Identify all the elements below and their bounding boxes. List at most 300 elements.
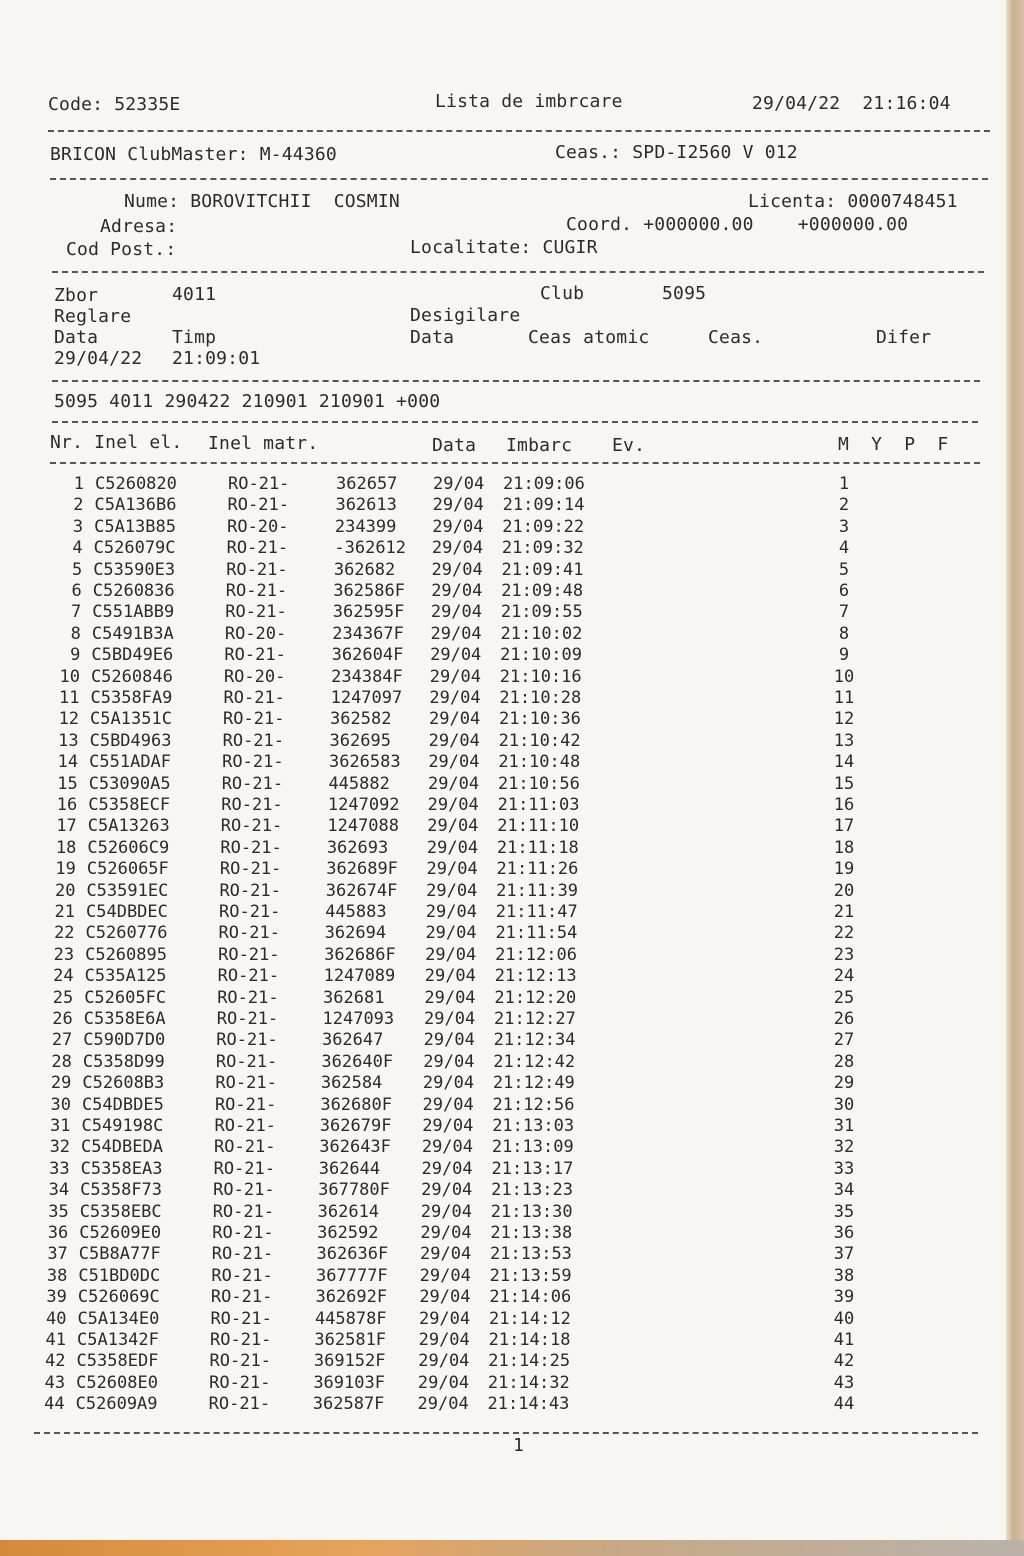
table-row <box>0 795 1006 817</box>
electronic-ring: C526069C <box>77 1287 160 1308</box>
basket-time: 21:13:53 <box>490 1244 572 1265</box>
basket-time: 21:09:22 <box>502 516 585 537</box>
desigilare-date-label: Data <box>410 327 455 348</box>
ring-number: 3626583 <box>328 752 401 773</box>
electronic-ring: C52608B3 <box>82 1073 165 1094</box>
row-number: 39 <box>46 1287 67 1308</box>
electronic-ring: C5BD4963 <box>89 730 172 751</box>
ring-number: 1247089 <box>323 966 396 987</box>
row-number: 41 <box>45 1330 66 1350</box>
basket-time: 21:11:10 <box>497 816 580 837</box>
ring-series: RO-21- <box>224 645 286 666</box>
basket-date: 29/04 <box>419 1265 471 1286</box>
electronic-ring: C52609A9 <box>75 1394 158 1415</box>
m-position: 14 <box>833 752 855 773</box>
row-number: 36 <box>47 1223 69 1243</box>
m-position: 39 <box>833 1287 855 1308</box>
table-row <box>0 1394 1006 1416</box>
m-position: 44 <box>833 1394 855 1415</box>
ring-series: RO-21- <box>213 1158 276 1179</box>
electronic-ring: C5A1351C <box>90 709 172 730</box>
basket-date: 29/04 <box>427 816 479 837</box>
table-row <box>0 688 1006 710</box>
ring-series: RO-21- <box>228 474 290 494</box>
table-row <box>0 945 1006 967</box>
m-position: 1 <box>838 474 850 494</box>
row-number: 13 <box>58 730 79 751</box>
separator <box>34 1432 978 1434</box>
basket-time: 21:10:16 <box>499 666 582 687</box>
m-position: 25 <box>833 987 855 1008</box>
basket-time: 21:12:56 <box>492 1094 575 1115</box>
basket-date: 29/04 <box>429 688 481 708</box>
table-row <box>0 881 1006 903</box>
table-row <box>0 1373 1006 1395</box>
basket-date: 29/04 <box>421 1180 473 1201</box>
row-number: 40 <box>45 1308 67 1329</box>
ring-number: 1247092 <box>327 795 400 815</box>
table-row <box>0 859 1006 881</box>
document-title: Lista de imbrcare <box>435 91 623 112</box>
row-number: 16 <box>56 795 78 815</box>
table-row <box>0 1030 1006 1052</box>
ring-series: RO-20- <box>227 516 289 537</box>
ring-number: 362592 <box>317 1223 379 1243</box>
ring-series: RO-21- <box>212 1201 275 1222</box>
reglare-date: 29/04/22 <box>54 348 143 369</box>
ring-number: 362680F <box>320 1094 392 1115</box>
electronic-ring: C5358ECF <box>88 795 171 815</box>
basket-time: 21:14:12 <box>488 1308 571 1329</box>
row-number: 7 <box>71 602 82 623</box>
m-position: 41 <box>833 1330 855 1350</box>
header-m-y-p-f: M Y P F <box>838 434 949 455</box>
code-line: 5095 4011 290422 210901 210901 +000 <box>54 391 441 412</box>
row-number: 15 <box>57 773 78 794</box>
electronic-ring: C5358D99 <box>82 1051 165 1072</box>
basket-time: 21:14:32 <box>487 1372 570 1393</box>
electronic-ring: C5A136B6 <box>94 495 177 516</box>
basket-date: 29/04 <box>417 1372 470 1393</box>
basket-date: 29/04 <box>421 1137 474 1158</box>
ring-series: RO-21- <box>208 1394 271 1415</box>
basket-date: 29/04 <box>427 773 480 794</box>
ring-number: 369103F <box>313 1372 385 1393</box>
row-number: 4 <box>72 538 83 559</box>
basket-time: 21:13:09 <box>491 1137 574 1158</box>
table-row <box>0 1116 1006 1138</box>
basket-date: 29/04 <box>418 1351 470 1372</box>
basket-date: 29/04 <box>421 1158 473 1179</box>
basket-date: 29/04 <box>419 1287 471 1308</box>
header-nr-inel-el: Nr. Inel el. <box>50 432 183 453</box>
ring-series: RO-21- <box>210 1308 272 1329</box>
basket-date: 29/04 <box>417 1394 469 1415</box>
basket-time: 21:10:28 <box>499 688 582 708</box>
basket-time: 21:10:02 <box>500 623 583 644</box>
m-position: 32 <box>833 1137 855 1158</box>
m-position: 13 <box>833 730 855 751</box>
row-number: 1 <box>73 474 84 494</box>
basket-time: 21:12:06 <box>495 944 577 965</box>
ring-series: RO-21- <box>209 1372 271 1393</box>
row-number: 31 <box>50 1116 71 1136</box>
electronic-ring: C5358E6A <box>83 1009 166 1029</box>
ring-number: 362689F <box>326 859 398 880</box>
electronic-ring: C53090A5 <box>88 773 171 794</box>
table-row <box>0 988 1006 1010</box>
ring-number: 362694 <box>324 923 387 944</box>
electronic-ring: C590D7D0 <box>83 1030 166 1051</box>
m-position: 27 <box>833 1030 855 1051</box>
header-data: Data <box>432 435 477 456</box>
basket-time: 21:11:39 <box>496 880 579 901</box>
row-number: 37 <box>47 1244 68 1265</box>
header-imbarc: Imbarc <box>506 435 573 456</box>
club-label: Club <box>540 283 585 304</box>
row-number: 26 <box>52 1009 73 1029</box>
basket-date: 29/04 <box>430 645 482 666</box>
table-row <box>0 1351 1006 1373</box>
electronic-ring: C54DBEDA <box>81 1137 163 1158</box>
m-position: 7 <box>838 602 850 623</box>
m-position: 29 <box>833 1073 855 1094</box>
m-position: 9 <box>838 645 850 666</box>
table-row <box>0 1052 1006 1074</box>
m-position: 43 <box>833 1372 855 1393</box>
electronic-ring: C5A13263 <box>87 816 170 837</box>
clubmaster-id: BRICON ClubMaster: M-44360 <box>50 144 337 165</box>
row-number: 2 <box>73 495 84 516</box>
basket-date: 29/04 <box>428 752 480 773</box>
basket-time: 21:11:26 <box>496 859 579 880</box>
table-row <box>0 645 1006 667</box>
basket-time: 21:12:20 <box>494 987 577 1008</box>
separator <box>48 130 990 132</box>
basket-date: 29/04 <box>432 495 484 516</box>
ring-series: RO-21- <box>217 987 279 1008</box>
ring-series: RO-21- <box>214 1116 276 1136</box>
basket-date: 29/04 <box>424 987 476 1008</box>
m-position: 15 <box>833 773 855 794</box>
flight-number: 4011 <box>172 284 217 305</box>
ring-number: 362604F <box>331 645 404 666</box>
electronic-ring: C5260776 <box>85 923 168 944</box>
row-number: 21 <box>54 902 75 922</box>
basket-time: 21:13:23 <box>491 1180 573 1201</box>
basket-time: 21:09:14 <box>502 495 585 516</box>
atomic-clock-label: Ceas atomic <box>528 327 650 348</box>
basket-date: 29/04 <box>420 1201 472 1222</box>
ring-number: 362695 <box>329 730 391 751</box>
ring-series: RO-21- <box>210 1287 273 1308</box>
table-row <box>0 624 1006 646</box>
ring-series: RO-21- <box>219 880 281 901</box>
table-row <box>0 816 1006 838</box>
ring-series: RO-21- <box>215 1051 278 1072</box>
desigilare-label: Desigilare <box>410 305 521 326</box>
electronic-ring: C52605FC <box>84 987 167 1008</box>
ring-number: 362587F <box>312 1394 385 1415</box>
m-position: 33 <box>833 1158 855 1179</box>
m-position: 8 <box>838 623 850 644</box>
separator <box>52 271 984 273</box>
basket-time: 21:13:38 <box>490 1223 573 1243</box>
ring-number: 362657 <box>336 474 398 494</box>
basket-time: 21:12:42 <box>493 1051 576 1072</box>
ring-series: RO-21- <box>213 1180 275 1201</box>
basket-time: 21:10:36 <box>499 709 581 730</box>
ring-number: 362614 <box>317 1201 380 1222</box>
table-row <box>0 1309 1006 1331</box>
ring-series: RO-21- <box>211 1265 273 1286</box>
m-position: 6 <box>838 581 850 601</box>
m-position: 42 <box>833 1351 855 1372</box>
ring-number: 1247097 <box>330 688 403 708</box>
separator <box>50 178 988 180</box>
row-number: 14 <box>57 752 79 773</box>
row-number: 24 <box>53 966 74 987</box>
table-row <box>0 602 1006 624</box>
basket-date: 29/04 <box>426 859 478 880</box>
electronic-ring: C52606C9 <box>87 837 170 858</box>
basket-time: 21:12:27 <box>494 1009 576 1029</box>
ring-series: RO-21- <box>225 602 287 623</box>
electronic-ring: C53591EC <box>86 880 169 901</box>
table-row <box>0 1073 1006 1095</box>
m-position: 37 <box>833 1244 855 1265</box>
basket-date: 29/04 <box>430 602 483 623</box>
basket-date: 29/04 <box>422 1094 474 1115</box>
basket-date: 29/04 <box>428 730 480 751</box>
ring-number: 362679F <box>319 1116 392 1136</box>
electronic-ring: C5260836 <box>92 581 175 601</box>
m-position: 23 <box>833 944 855 965</box>
basket-time: 21:11:47 <box>495 902 578 922</box>
table-row <box>0 752 1006 774</box>
m-position: 19 <box>833 859 855 880</box>
ring-number: 362643F <box>319 1137 391 1158</box>
row-number: 8 <box>70 623 81 644</box>
reglare-date-label: Data <box>54 327 99 348</box>
row-number: 35 <box>48 1201 69 1222</box>
basket-date: 29/04 <box>425 902 477 922</box>
row-number: 25 <box>52 987 74 1008</box>
basket-time: 21:12:49 <box>492 1073 575 1094</box>
ring-series: RO-21- <box>211 1244 274 1265</box>
row-number: 29 <box>50 1073 72 1094</box>
basket-time: 21:14:43 <box>487 1394 570 1415</box>
m-position: 22 <box>833 923 855 944</box>
ring-number: 362636F <box>316 1244 389 1265</box>
basket-time: 21:09:06 <box>503 474 585 494</box>
ring-series: RO-21- <box>212 1223 274 1243</box>
basket-date: 29/04 <box>432 516 484 537</box>
electronic-ring: C53590E3 <box>93 559 176 580</box>
basket-time: 21:14:18 <box>488 1330 571 1350</box>
row-number: 12 <box>58 709 80 730</box>
print-datetime: 29/04/22 21:16:04 <box>752 93 951 114</box>
code-label: Code: 52335E <box>48 94 181 115</box>
electronic-ring: C5260846 <box>90 666 173 687</box>
basket-time: 21:11:54 <box>495 923 578 944</box>
basket-time: 21:12:13 <box>494 966 577 987</box>
basket-date: 29/04 <box>425 923 477 944</box>
ring-number: 234399 <box>334 516 397 537</box>
ring-series: RO-21- <box>209 1351 271 1372</box>
basket-date: 29/04 <box>427 795 479 815</box>
reglare-time-label: Timp <box>172 327 217 348</box>
m-position: 5 <box>838 559 850 580</box>
table-row <box>0 560 1006 582</box>
basket-time: 21:14:06 <box>489 1287 572 1308</box>
m-position: 12 <box>833 709 855 730</box>
table-row <box>0 902 1006 924</box>
electronic-ring: C5260895 <box>85 944 167 965</box>
difference-label: Difer <box>876 327 932 348</box>
license-number: Licenta: 0000748451 <box>748 191 958 212</box>
row-number: 9 <box>70 645 81 666</box>
basket-time: 21:11:18 <box>496 837 579 858</box>
ring-number: 362582 <box>330 709 392 730</box>
ring-number: 445883 <box>325 902 387 922</box>
table-row <box>0 474 1006 496</box>
ring-series: RO-21- <box>215 1073 277 1094</box>
basket-date: 29/04 <box>423 1030 475 1051</box>
basket-date: 29/04 <box>422 1073 475 1094</box>
basket-date: 29/04 <box>424 966 476 987</box>
electronic-ring: C526079C <box>93 538 176 559</box>
row-number: 10 <box>59 666 80 687</box>
m-position: 10 <box>833 666 855 687</box>
basket-date: 29/04 <box>431 538 484 559</box>
ring-number: 445878F <box>314 1308 387 1329</box>
table-row <box>0 966 1006 988</box>
ring-number: 362586F <box>333 581 405 601</box>
m-position: 35 <box>833 1201 855 1222</box>
table-row <box>0 1095 1006 1117</box>
m-position: 4 <box>838 538 850 559</box>
ring-series: RO-21- <box>220 816 283 837</box>
basket-date: 29/04 <box>433 474 485 494</box>
owner-name: Nume: BOROVITCHII COSMIN <box>124 191 400 212</box>
basket-date: 29/04 <box>425 944 477 965</box>
ring-series: RO-21- <box>227 495 289 516</box>
ring-number: -362612 <box>334 538 407 559</box>
ring-number: 367777F <box>316 1265 388 1286</box>
ring-number: 369152F <box>313 1351 386 1372</box>
basket-date: 29/04 <box>418 1330 470 1350</box>
row-number: 42 <box>45 1351 66 1372</box>
ring-number: 362674F <box>325 880 398 901</box>
electronic-ring: C5A134E0 <box>77 1308 160 1329</box>
ring-series: RO-21- <box>214 1137 276 1158</box>
basket-time: 21:11:03 <box>497 795 580 815</box>
ring-series: RO-21- <box>225 581 288 601</box>
m-position: 26 <box>833 1009 855 1029</box>
table-row <box>0 1202 1006 1224</box>
table-row <box>0 538 1006 560</box>
basket-time: 21:12:34 <box>493 1030 576 1051</box>
basket-date: 29/04 <box>418 1308 471 1329</box>
m-position: 31 <box>833 1116 855 1136</box>
row-number: 11 <box>59 688 80 708</box>
row-number: 33 <box>49 1158 70 1179</box>
table-row <box>0 1287 1006 1309</box>
electronic-ring: C5BD49E6 <box>91 645 174 666</box>
postal-code-label: Cod Post.: <box>66 239 177 260</box>
m-position: 11 <box>833 688 855 708</box>
electronic-ring: C5A1342F <box>77 1330 159 1350</box>
electronic-ring: C551ABB9 <box>92 602 175 623</box>
electronic-ring: C52608E0 <box>76 1372 158 1393</box>
ring-series: RO-21- <box>223 709 285 730</box>
basket-date: 29/04 <box>429 709 481 730</box>
electronic-ring: C535A125 <box>84 966 167 987</box>
table-row <box>0 1223 1006 1245</box>
ring-number: 445882 <box>328 773 390 794</box>
locality: Localitate: CUGIR <box>410 237 598 258</box>
row-number: 28 <box>51 1051 72 1072</box>
row-number: 3 <box>72 516 84 537</box>
address-label: Adresa: <box>100 216 178 237</box>
page-number: 1 <box>513 1435 525 1456</box>
row-number: 30 <box>50 1094 71 1115</box>
m-position: 38 <box>833 1265 855 1286</box>
ring-number: 362584 <box>320 1073 383 1094</box>
m-position: 20 <box>833 880 855 901</box>
basket-time: 21:10:48 <box>498 752 581 773</box>
electronic-ring: C5358F73 <box>80 1180 163 1201</box>
basket-time: 21:10:42 <box>498 730 581 751</box>
electronic-ring: C5358EA3 <box>80 1158 163 1179</box>
ring-series: RO-21- <box>218 923 280 944</box>
row-number: 23 <box>53 944 75 965</box>
ring-series: RO-21- <box>216 1030 278 1051</box>
m-position: 3 <box>838 516 850 537</box>
row-number: 43 <box>44 1372 66 1393</box>
row-number: 38 <box>46 1265 68 1286</box>
ring-number: 362647 <box>321 1030 384 1051</box>
row-number: 6 <box>71 581 82 601</box>
ring-series: RO-21- <box>226 538 289 559</box>
electronic-ring: C5260820 <box>95 474 177 494</box>
ring-series: RO-21- <box>221 795 283 815</box>
table-row <box>0 1330 1006 1352</box>
ring-series: RO-21- <box>222 730 285 751</box>
electronic-ring: C5358EBC <box>79 1201 162 1222</box>
electronic-ring: C54DBDE5 <box>81 1094 164 1115</box>
table-row <box>0 667 1006 689</box>
ring-series: RO-21- <box>219 902 281 922</box>
electronic-ring: C526065F <box>86 859 169 880</box>
electronic-ring: C5B8A77F <box>78 1244 161 1265</box>
ring-number: 367780F <box>318 1180 390 1201</box>
ring-series: RO-21- <box>218 944 280 965</box>
ring-number: 362682 <box>333 559 396 580</box>
m-position: 30 <box>833 1094 855 1115</box>
basket-time: 21:09:32 <box>501 538 584 559</box>
ring-number: 362692F <box>315 1287 388 1308</box>
table-row <box>0 838 1006 860</box>
m-position: 18 <box>833 837 855 858</box>
row-number: 34 <box>48 1180 70 1201</box>
electronic-ring: C51BD0DC <box>78 1265 161 1286</box>
table-row <box>0 1009 1006 1031</box>
ring-series: RO-20- <box>223 666 286 687</box>
row-number: 5 <box>71 559 83 580</box>
basket-time: 21:09:55 <box>500 602 583 623</box>
